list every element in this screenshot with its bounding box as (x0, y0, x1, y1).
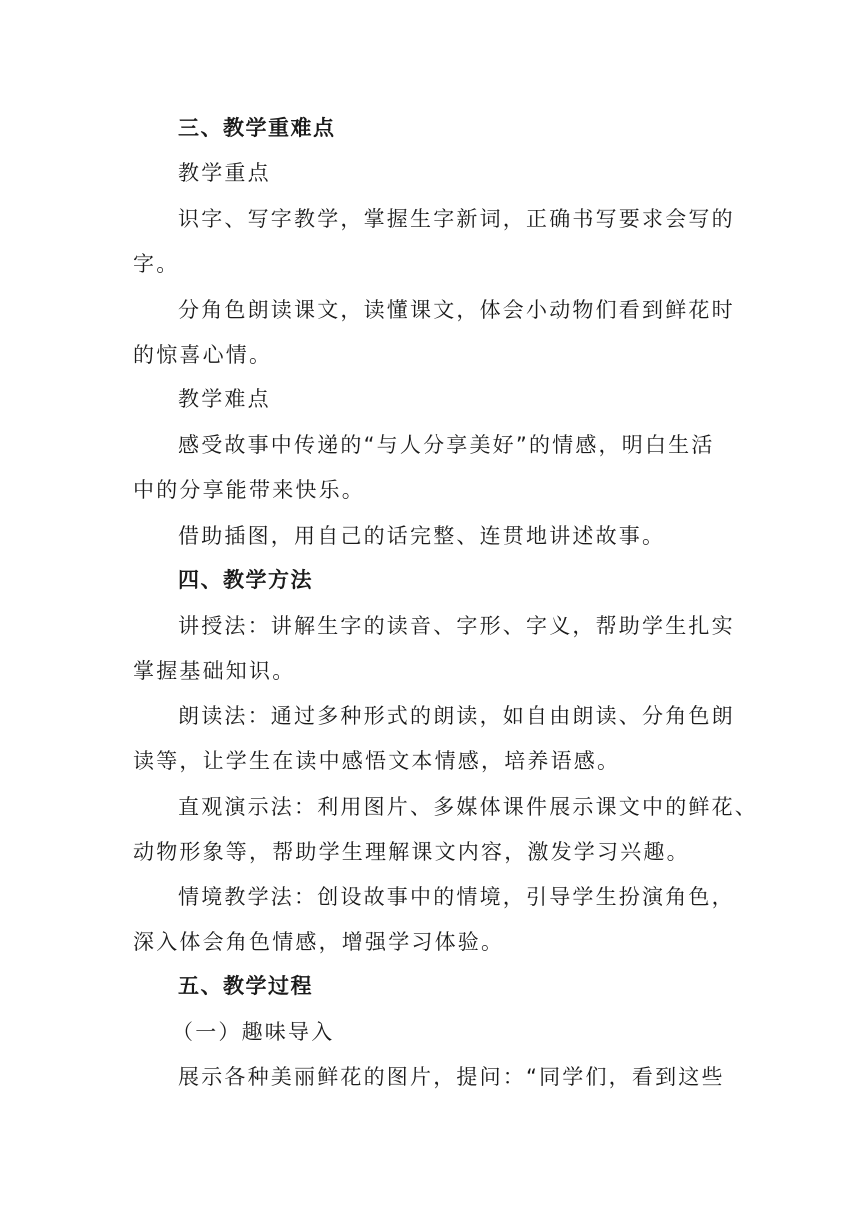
section-heading-key-difficult-points: 三、教学重难点 (178, 116, 336, 140)
subheading-difficult-points: 教学难点 (178, 387, 271, 411)
paragraph-line: 中的分享能带来快乐。 (133, 478, 365, 502)
paragraph-line: 掌握基础知识。 (133, 659, 296, 683)
paragraph-line: 字。 (133, 252, 180, 276)
paragraph-line: 展示各种美丽鲜花的图片，提问：“同学们，看到这些 (178, 1065, 725, 1089)
paragraph-line: 讲授法：讲解生字的读音、字形、字义，帮助学生扎实 (178, 614, 735, 638)
paragraph-line: 读等，让学生在读中感悟文本情感，培养语感。 (133, 749, 621, 773)
paragraph-line: 情境教学法：创设故事中的情境，引导学生扮演角色， (178, 885, 735, 909)
paragraph-line: 朗读法：通过多种形式的朗读，如自由朗读、分角色朗 (178, 704, 735, 728)
paragraph-line: 感受故事中传递的“与人分享美好”的情感，明白生活 (178, 433, 715, 457)
paragraph-line: 借助插图，用自己的话完整、连贯地讲述故事。 (178, 524, 666, 548)
subheading-key-points: 教学重点 (178, 161, 271, 185)
paragraph-line: 深入体会角色情感，增强学习体验。 (133, 930, 505, 954)
paragraph-line: 识字、写字教学，掌握生字新词，正确书写要求会写的 (178, 207, 735, 231)
paragraph-line: 动物形象等，帮助学生理解课文内容，激发学习兴趣。 (133, 840, 690, 864)
paragraph-line: 的惊喜心情。 (133, 343, 273, 367)
paragraph-line: 分角色朗读课文，读懂课文，体会小动物们看到鲜花时 (178, 298, 735, 322)
section-heading-teaching-process: 五、教学过程 (178, 974, 313, 998)
section-heading-teaching-methods: 四、教学方法 (178, 568, 313, 592)
paragraph-line: 直观演示法：利用图片、多媒体课件展示课文中的鲜花、 (178, 795, 758, 819)
subheading-fun-introduction: （一）趣味导入 (172, 1020, 335, 1044)
